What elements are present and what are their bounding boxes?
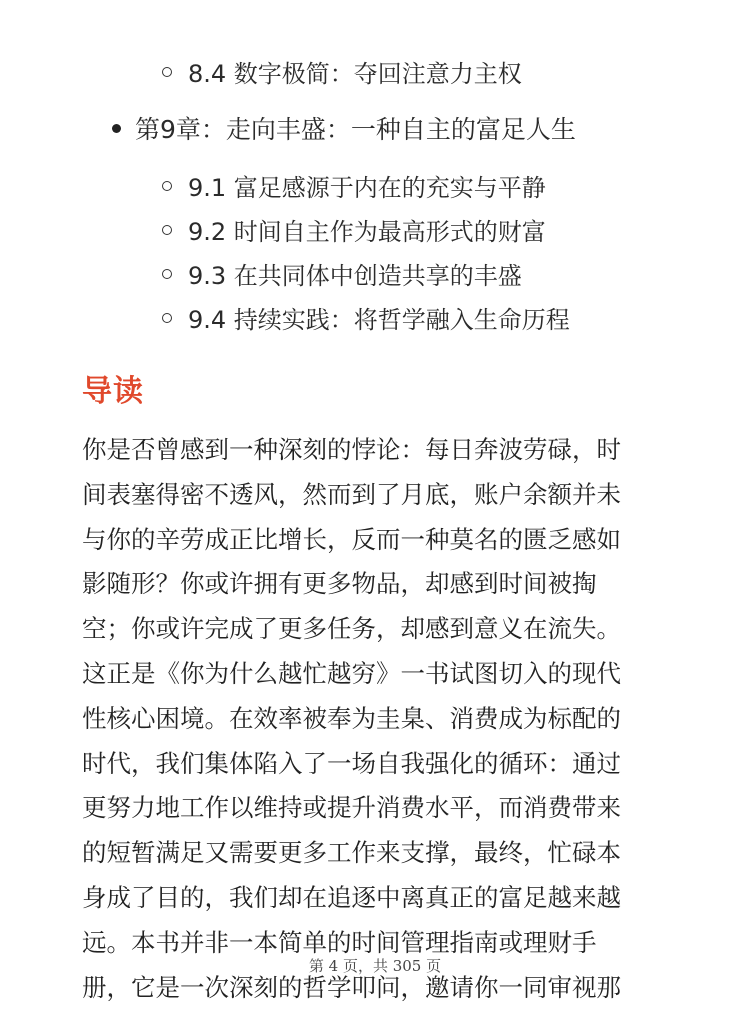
hollow-bullet-icon [162, 313, 172, 323]
toc-item-label: 8.4 数字极简：夺回注意力主权 [188, 60, 522, 88]
toc-item[interactable] [162, 256, 522, 291]
paragraph-line: 时代，我们集体陷入了一场自我强化的循环：通过 [82, 748, 621, 778]
hollow-bullet-icon [162, 67, 172, 77]
toc-item[interactable] [162, 212, 546, 247]
paragraph-line: 空；你或许完成了更多任务，却感到意义在流失。 [82, 614, 621, 644]
paragraph-line: 性核心困境。在效率被奉为圭臬、消费成为标配的 [82, 703, 621, 733]
section-heading: 导读 [82, 374, 144, 409]
paragraph-line: 身成了目的，我们却在追逐中离真正的富足越来越 [82, 882, 621, 912]
paragraph-line: 册，它是一次深刻的哲学叩问，邀请你一同审视那 [82, 972, 621, 1002]
page-number-footer: 第 4 页，共 305 页 [308, 957, 442, 975]
paragraph-line: 你是否曾感到一种深刻的悖论：每日奔波劳碌，时 [82, 435, 621, 464]
toc-item[interactable] [162, 300, 570, 335]
paragraph-line: 与你的辛劳成正比增长，反而一种莫名的匮乏感如 [82, 524, 621, 554]
hollow-bullet-icon [162, 181, 172, 191]
paragraph-line: 远。本书并非一本简单的时间管理指南或理财手 [82, 927, 597, 957]
solid-bullet-icon [112, 124, 121, 133]
toc-item-label: 9.3 在共同体中创造共享的丰盛 [188, 262, 522, 290]
toc-item[interactable] [162, 54, 522, 89]
paragraph-line: 更努力地工作以维持或提升消费水平，而消费带来 [82, 793, 621, 823]
hollow-bullet-icon [162, 269, 172, 279]
toc-item-label: 9.2 时间自主作为最高形式的财富 [188, 218, 546, 246]
paragraph-line: 的短暂满足又需要更多工作来支撑，最终，忙碌本 [82, 838, 621, 868]
paragraph-line: 这正是《你为什么越忙越穷》一书试图切入的现代 [82, 658, 621, 688]
body-paragraph [82, 428, 672, 1010]
paragraph-line: 间表塞得密不透风，然而到了月底，账户余额并未 [82, 479, 621, 509]
paragraph-line: 影随形？你或许拥有更多物品，却感到时间被掏 [82, 569, 597, 599]
toc-item-label: 9.4 持续实践：将哲学融入生命历程 [188, 306, 570, 334]
toc-item-label: 9.1 富足感源于内在的充实与平静 [188, 174, 546, 202]
toc-item-label: 第9章：走向丰盛：一种自主的富足人生 [135, 115, 576, 144]
toc-chapter-item[interactable] [112, 110, 576, 146]
hollow-bullet-icon [162, 225, 172, 235]
toc-item[interactable] [162, 168, 546, 203]
